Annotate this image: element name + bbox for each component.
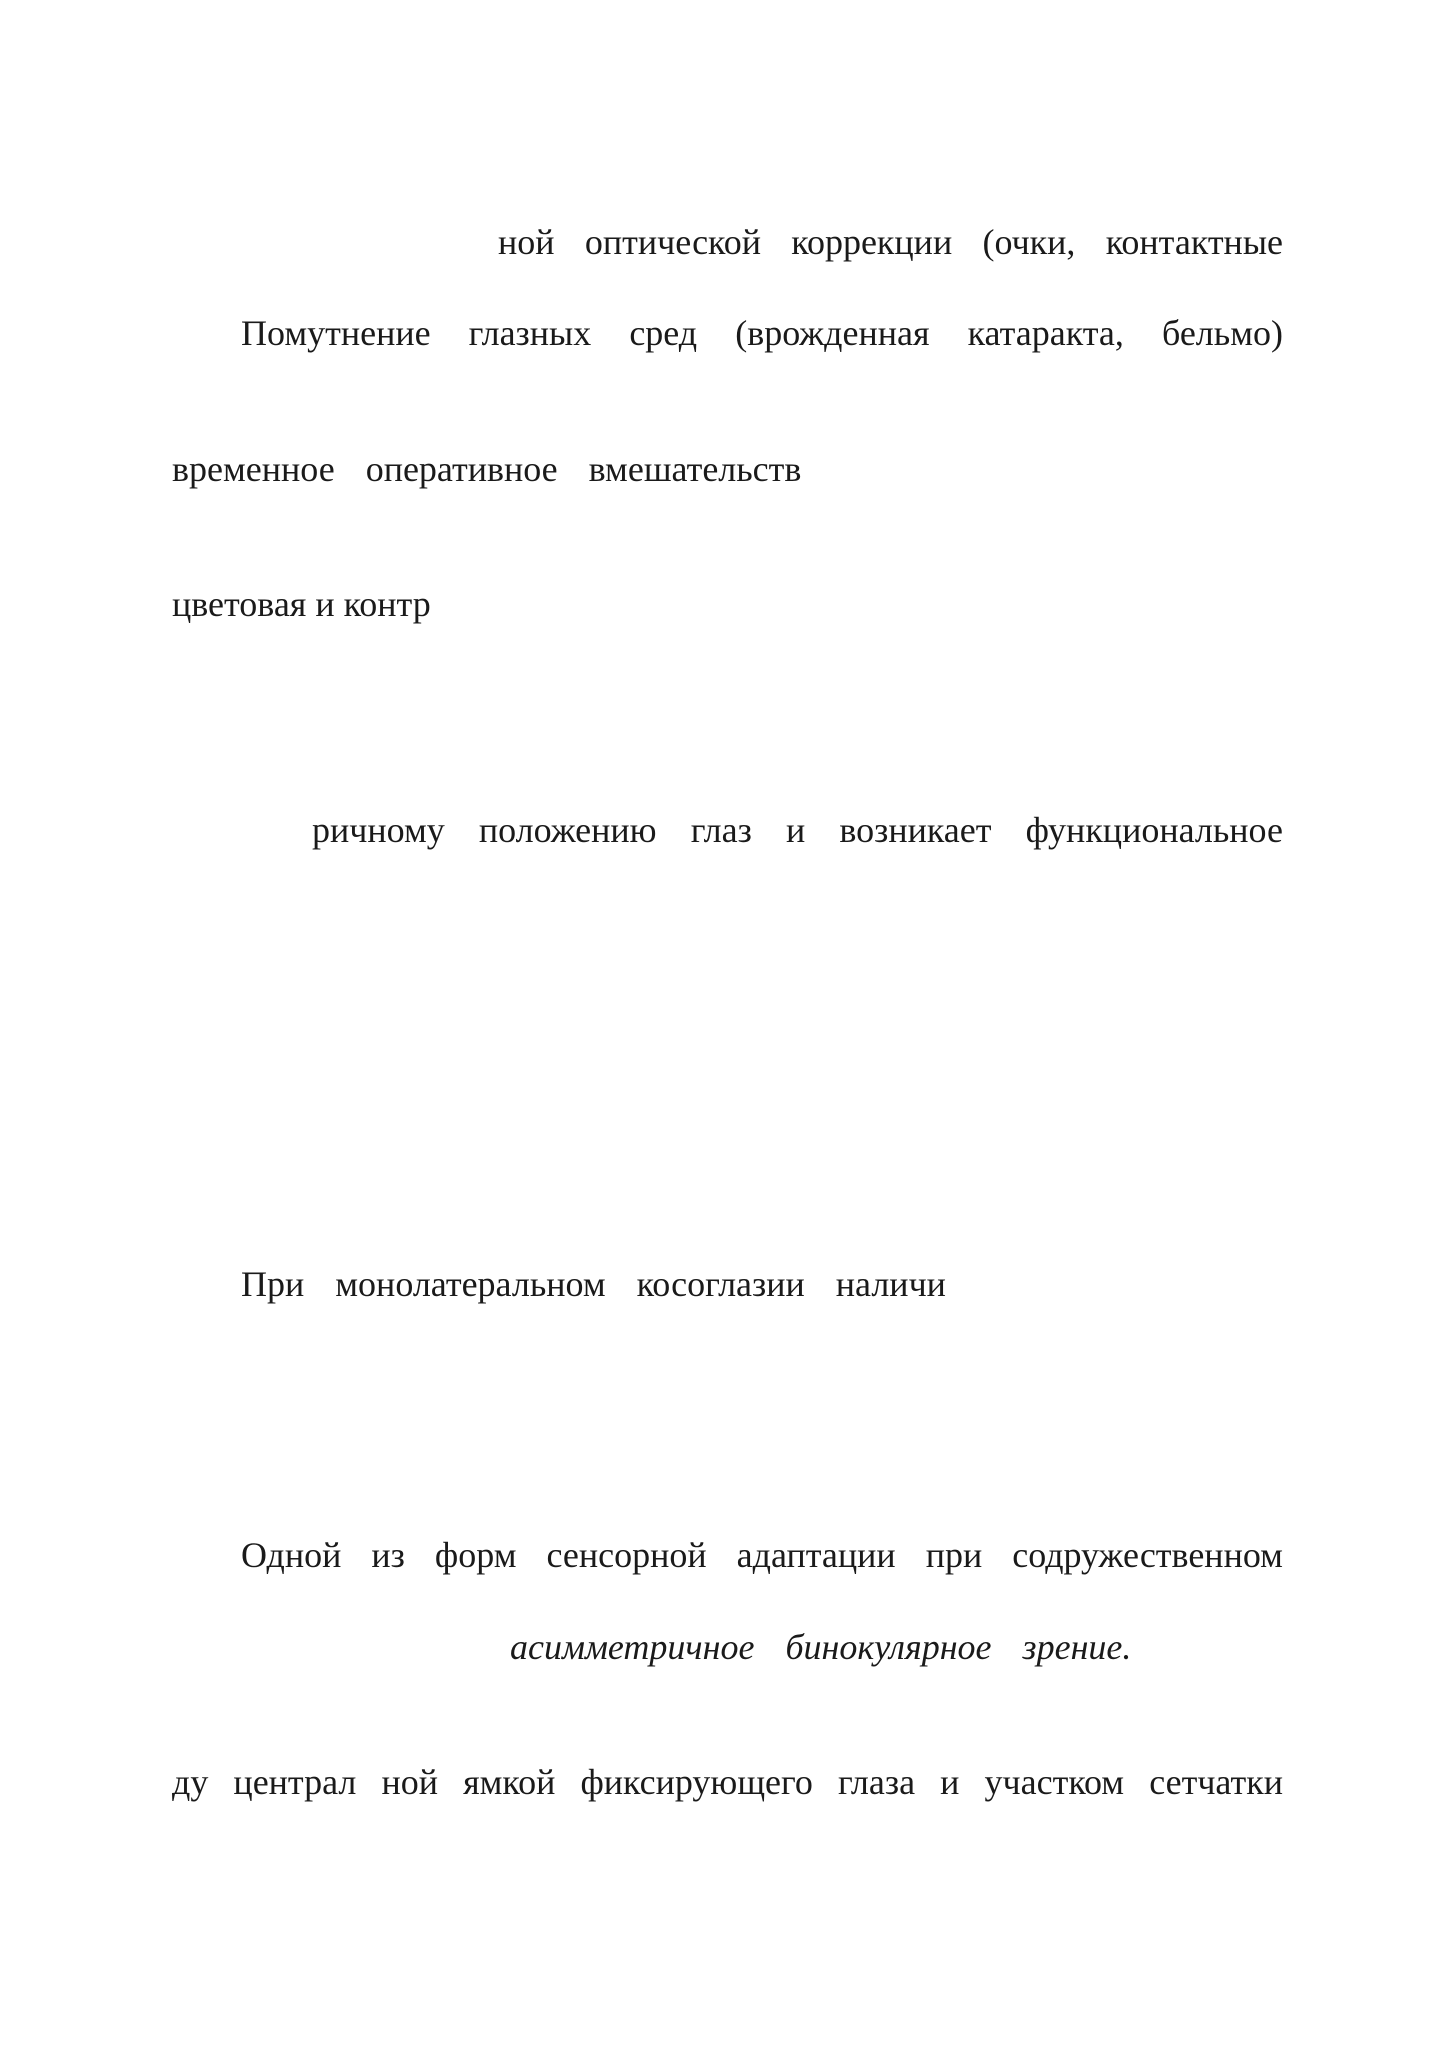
word: монолатеральном [335,1264,606,1304]
word: из [371,1535,405,1575]
word: положению [478,810,657,850]
word: бельмо) [1161,313,1283,353]
word: возникает [839,810,992,850]
word: сетчатки [1149,1762,1283,1802]
text-line-7 [241,1533,1283,1577]
word: Помутнение [241,313,431,353]
word: (очки, [982,222,1076,262]
word: адаптации [736,1535,896,1575]
word: оперативное [365,449,558,489]
text-line-6 [241,1262,946,1306]
word: сред [629,313,698,353]
word: наличи [835,1264,946,1304]
text-line-9 [172,1760,1283,1804]
word: контактные [1105,222,1283,262]
word: ной [381,1762,438,1802]
text-line-2 [241,311,1283,355]
word: глаза [837,1762,916,1802]
word: ричному [312,810,445,850]
word: функциональное [1025,810,1283,850]
word: и [785,810,806,850]
word: коррекции [791,222,953,262]
word: централ [233,1762,357,1802]
word: катаракта, [967,313,1124,353]
word: вмешательств [588,449,802,489]
text-line-4 [172,582,431,626]
word: асимметричное [510,1627,755,1667]
word: и [940,1762,960,1802]
word: Одной [241,1535,342,1575]
word: (врожденная [735,313,930,353]
word: бинокулярное [785,1627,992,1667]
text-line-1 [498,220,1283,264]
word: форм [434,1535,517,1575]
line-text: цветовая и контр [172,584,431,624]
word: фиксирующего [580,1762,813,1802]
text-line-3 [172,447,801,491]
word: содружественном [1012,1535,1283,1575]
text-line-5 [312,808,1283,852]
word: глазных [468,313,592,353]
word: при [925,1535,983,1575]
word: временное [172,449,335,489]
text-line-8 [510,1625,1131,1669]
word: оптической [584,222,761,262]
word: глаз [690,810,752,850]
word: ной [498,222,555,262]
word: При [241,1264,305,1304]
word: ду [172,1762,209,1802]
word: косоглазии [636,1264,805,1304]
word: сенсорной [546,1535,707,1575]
word: ямкой [463,1762,556,1802]
word: участком [984,1762,1125,1802]
word: зрение. [1022,1627,1132,1667]
